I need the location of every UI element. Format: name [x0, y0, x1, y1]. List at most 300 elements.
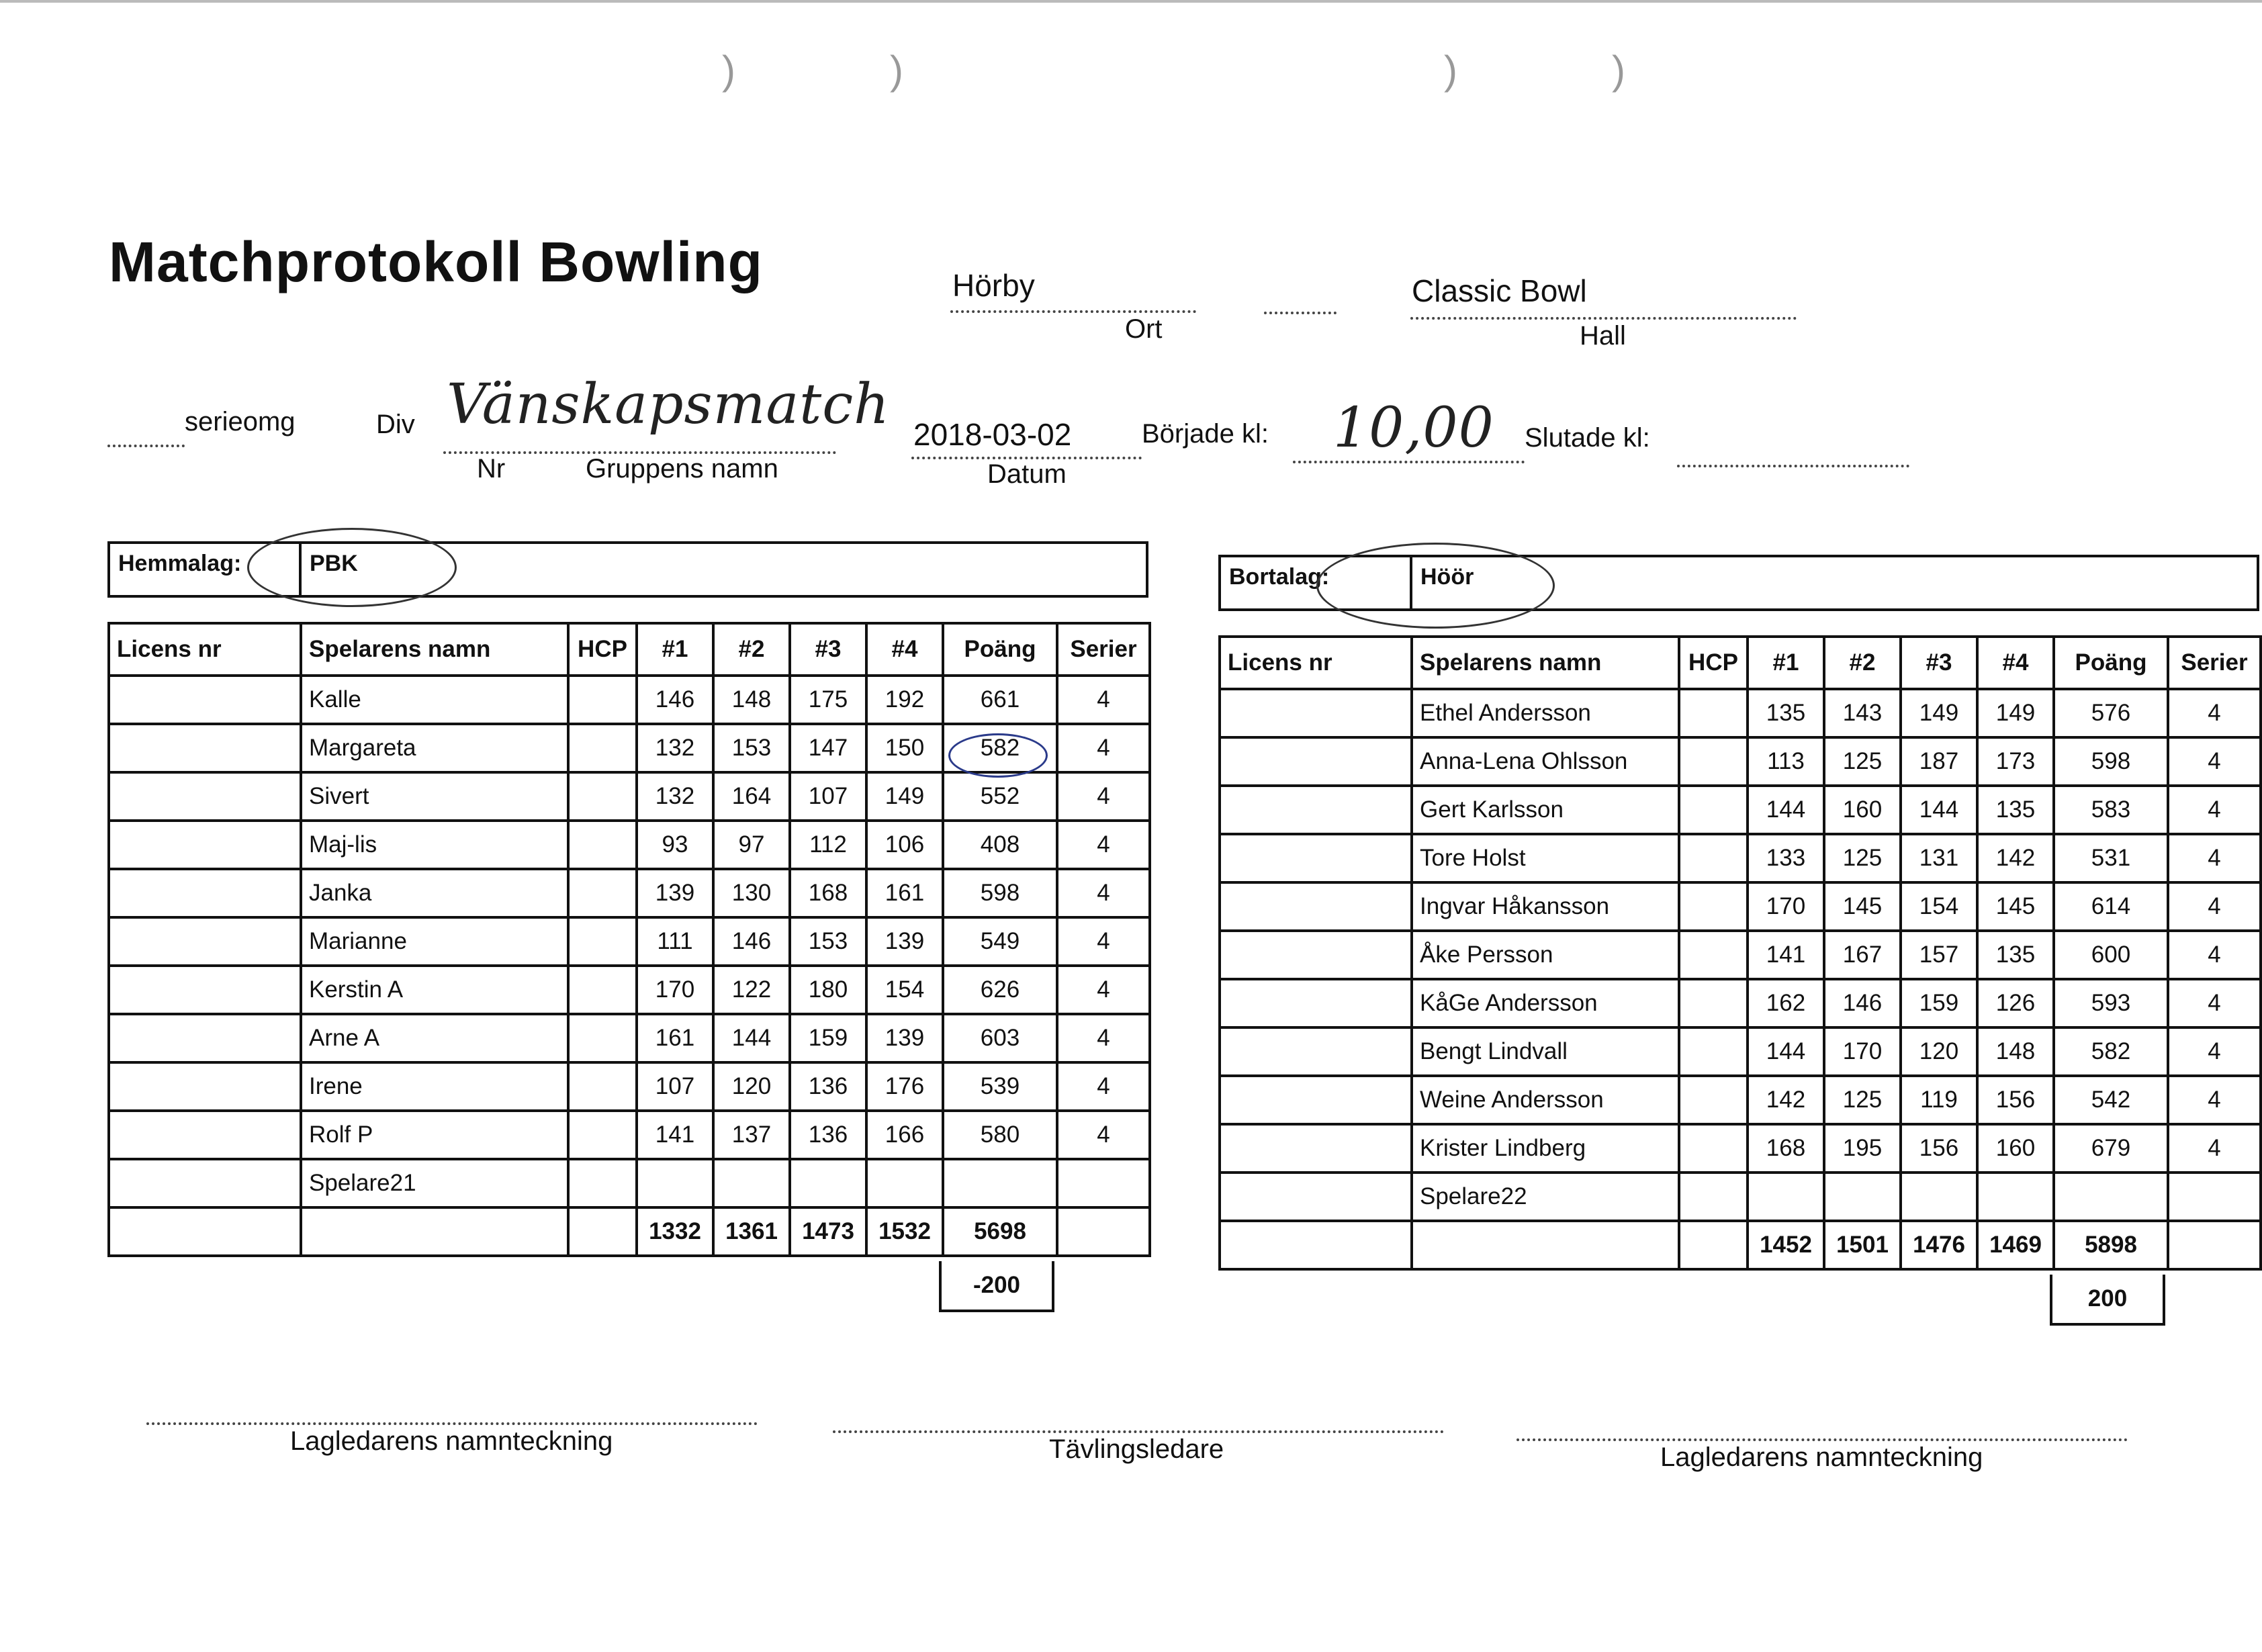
game3-score[interactable] — [1901, 1173, 1977, 1221]
away-total-points: 5898 — [2054, 1221, 2168, 1269]
scan-mark: ) — [890, 48, 903, 93]
hcp-cell[interactable] — [568, 1062, 637, 1111]
game4-score[interactable]: 145 — [1977, 882, 2054, 931]
slutade-label: Slutade kl: — [1525, 423, 1650, 453]
home-adjustment: -200 — [939, 1261, 1054, 1312]
col-game1: #1 — [637, 623, 713, 676]
away-player-row — [1220, 1076, 2261, 1124]
away-player-row — [1220, 1124, 2261, 1173]
col-game2: #2 — [713, 623, 790, 676]
away-player-row — [1220, 979, 2261, 1027]
series-cell[interactable]: 4 — [1057, 1014, 1150, 1062]
game2-score[interactable] — [713, 1159, 790, 1207]
licens-cell[interactable] — [109, 821, 301, 869]
game2-score[interactable]: 146 — [1824, 979, 1901, 1027]
player-name[interactable]: Weine Andersson — [1412, 1076, 1679, 1124]
game1-score[interactable]: 133 — [1748, 834, 1824, 882]
points-cell[interactable] — [2054, 1173, 2168, 1221]
game3-score[interactable]: 119 — [1901, 1076, 1977, 1124]
col-serier: Serier — [2168, 637, 2261, 689]
series-cell[interactable]: 4 — [2168, 931, 2261, 979]
gruppens-namn-value[interactable]: Vänskapsmatch — [447, 373, 890, 437]
points-cell[interactable]: 593 — [2054, 979, 2168, 1027]
away-player-row — [1220, 737, 2261, 786]
home-player-row — [109, 676, 1150, 724]
points-cell[interactable]: 603 — [943, 1014, 1057, 1062]
col-serier: Serier — [1057, 623, 1150, 676]
hcp-cell[interactable] — [568, 869, 637, 917]
game3-score[interactable]: 153 — [790, 917, 866, 966]
points-cell[interactable]: 598 — [2054, 737, 2168, 786]
col-spelarens-namn: Spelarens namn — [1412, 637, 1679, 689]
licens-cell[interactable] — [109, 966, 301, 1014]
series-cell[interactable]: 4 — [2168, 737, 2261, 786]
away-team-label: Bortalag: — [1221, 557, 1412, 608]
points-cell[interactable]: 583 — [2054, 786, 2168, 834]
game3-score[interactable]: 149 — [1901, 689, 1977, 737]
game4-score[interactable]: 161 — [866, 869, 943, 917]
game4-score[interactable]: 192 — [866, 676, 943, 724]
borjade-value[interactable]: 10,00 — [1333, 396, 1494, 460]
points-cell[interactable]: 542 — [2054, 1076, 2168, 1124]
licens-cell[interactable] — [1220, 931, 1412, 979]
signature-line-away — [1517, 1438, 2128, 1441]
licens-cell[interactable] — [109, 724, 301, 772]
points-cell[interactable]: 539 — [943, 1062, 1057, 1111]
game4-score[interactable]: 154 — [866, 966, 943, 1014]
game1-score[interactable]: 168 — [1748, 1124, 1824, 1173]
game1-score[interactable]: 142 — [1748, 1076, 1824, 1124]
game2-score[interactable]: 170 — [1824, 1027, 1901, 1076]
hcp-cell[interactable] — [1679, 1076, 1748, 1124]
home-team-label: Hemmalag: — [110, 544, 302, 595]
game4-score[interactable]: 139 — [866, 1014, 943, 1062]
game4-score[interactable]: 173 — [1977, 737, 2054, 786]
player-name[interactable]: Kerstin A — [301, 966, 568, 1014]
licens-cell[interactable] — [109, 1014, 301, 1062]
signature-line-home — [146, 1422, 758, 1425]
hcp-cell[interactable] — [568, 1159, 637, 1207]
licens-cell[interactable] — [1220, 1076, 1412, 1124]
away-player-row — [1220, 931, 2261, 979]
gruppens-namn-label: Gruppens namn — [586, 454, 778, 484]
serieomg-line — [107, 445, 185, 447]
away-header-row — [1220, 637, 2261, 689]
series-cell[interactable]: 4 — [2168, 1076, 2261, 1124]
game1-score[interactable]: 132 — [637, 724, 713, 772]
points-cell[interactable]: 661 — [943, 676, 1057, 724]
licens-cell[interactable] — [1220, 834, 1412, 882]
away-player-row — [1220, 834, 2261, 882]
points-cell[interactable] — [943, 1159, 1057, 1207]
game4-score[interactable]: 142 — [1977, 834, 2054, 882]
player-name[interactable]: Kalle — [301, 676, 568, 724]
game3-score[interactable] — [790, 1159, 866, 1207]
hcp-cell[interactable] — [1679, 786, 1748, 834]
licens-cell[interactable] — [1220, 737, 1412, 786]
totals-name-cell — [1412, 1221, 1679, 1269]
col-hcp: HCP — [568, 623, 637, 676]
licens-cell[interactable] — [109, 1062, 301, 1111]
game4-score[interactable]: 149 — [1977, 689, 2054, 737]
game3-score[interactable]: 154 — [1901, 882, 1977, 931]
game2-score[interactable]: 97 — [713, 821, 790, 869]
away-total-game2: 1501 — [1824, 1221, 1901, 1269]
col-game1: #1 — [1748, 637, 1824, 689]
game3-score[interactable]: 187 — [1901, 737, 1977, 786]
points-cell[interactable]: 552 — [943, 772, 1057, 821]
game4-score[interactable]: 106 — [866, 821, 943, 869]
home-total-game4: 1532 — [866, 1207, 943, 1256]
game1-score[interactable]: 107 — [637, 1062, 713, 1111]
game3-score[interactable]: 156 — [1901, 1124, 1977, 1173]
slutade-line — [1677, 465, 1909, 467]
home-header-row — [109, 623, 1150, 676]
home-total-game3: 1473 — [790, 1207, 866, 1256]
col-game3: #3 — [790, 623, 866, 676]
series-cell[interactable]: 4 — [1057, 869, 1150, 917]
player-name[interactable]: Ingvar Håkansson — [1412, 882, 1679, 931]
licens-cell[interactable] — [109, 1111, 301, 1159]
game2-score[interactable]: 143 — [1824, 689, 1901, 737]
game1-score[interactable]: 139 — [637, 869, 713, 917]
player-name[interactable]: Margareta — [301, 724, 568, 772]
series-cell[interactable] — [2168, 1173, 2261, 1221]
hcp-cell[interactable] — [1679, 1124, 1748, 1173]
div-label: Div — [376, 410, 415, 439]
away-player-row — [1220, 786, 2261, 834]
borjade-label: Började kl: — [1142, 419, 1269, 449]
home-total-series — [1057, 1207, 1150, 1256]
series-cell[interactable]: 4 — [1057, 676, 1150, 724]
game4-score[interactable]: 166 — [866, 1111, 943, 1159]
hcp-cell[interactable] — [1679, 1027, 1748, 1076]
game1-score[interactable]: 132 — [637, 772, 713, 821]
blank-line — [1264, 312, 1337, 314]
points-cell[interactable]: 598 — [943, 869, 1057, 917]
game3-score[interactable]: 136 — [790, 1111, 866, 1159]
points-cell[interactable]: 582 — [2054, 1027, 2168, 1076]
col-game3: #3 — [1901, 637, 1977, 689]
player-name[interactable]: Irene — [301, 1062, 568, 1111]
margareta-points-circle — [948, 733, 1048, 778]
licens-cell[interactable] — [1220, 786, 1412, 834]
player-name[interactable]: Anna-Lena Ohlsson — [1412, 737, 1679, 786]
licens-cell[interactable] — [109, 676, 301, 724]
game1-score[interactable]: 135 — [1748, 689, 1824, 737]
game3-score[interactable]: 107 — [790, 772, 866, 821]
game2-score[interactable]: 144 — [713, 1014, 790, 1062]
series-cell[interactable]: 4 — [1057, 724, 1150, 772]
ort-value[interactable]: Hörby — [952, 268, 1035, 303]
home-total-game2: 1361 — [713, 1207, 790, 1256]
away-total-game1: 1452 — [1748, 1221, 1824, 1269]
home-team-name[interactable]: PBK — [310, 551, 358, 576]
away-player-row — [1220, 689, 2261, 737]
game4-score[interactable] — [1977, 1173, 2054, 1221]
game4-score[interactable]: 148 — [1977, 1027, 2054, 1076]
home-player-row — [109, 1014, 1150, 1062]
series-cell[interactable]: 4 — [1057, 1111, 1150, 1159]
home-totals-row — [109, 1207, 1150, 1256]
away-team-name[interactable]: Höör — [1420, 564, 1474, 590]
game1-score[interactable]: 141 — [1748, 931, 1824, 979]
licens-cell[interactable] — [1220, 1027, 1412, 1076]
home-player-row — [109, 1159, 1150, 1207]
game2-score[interactable]: 125 — [1824, 1076, 1901, 1124]
licens-cell[interactable] — [109, 869, 301, 917]
col-poang: Poäng — [943, 623, 1057, 676]
scan-mark: ) — [1444, 48, 1457, 93]
hcp-cell[interactable] — [568, 724, 637, 772]
home-player-row — [109, 1062, 1150, 1111]
away-player-row — [1220, 882, 2261, 931]
game1-score[interactable]: 170 — [1748, 882, 1824, 931]
home-team-circle — [247, 528, 457, 607]
game1-score[interactable]: 146 — [637, 676, 713, 724]
signature-label-away: Lagledarens namnteckning — [1660, 1442, 1983, 1472]
game1-score[interactable] — [1748, 1173, 1824, 1221]
totals-name-cell — [301, 1207, 568, 1256]
game2-score[interactable]: 195 — [1824, 1124, 1901, 1173]
game1-score[interactable] — [637, 1159, 713, 1207]
col-game4: #4 — [866, 623, 943, 676]
game2-score[interactable]: 125 — [1824, 834, 1901, 882]
player-name[interactable]: Marianne — [301, 917, 568, 966]
licens-cell[interactable] — [1220, 1124, 1412, 1173]
player-name[interactable]: Janka — [301, 869, 568, 917]
player-name[interactable]: Sivert — [301, 772, 568, 821]
series-cell[interactable]: 4 — [1057, 966, 1150, 1014]
home-total-points: 5698 — [943, 1207, 1057, 1256]
hcp-cell[interactable] — [1679, 882, 1748, 931]
away-total-game3: 1476 — [1901, 1221, 1977, 1269]
player-name[interactable]: Rolf P — [301, 1111, 568, 1159]
hcp-cell[interactable] — [1679, 834, 1748, 882]
game1-score[interactable]: 144 — [1748, 786, 1824, 834]
series-cell[interactable]: 4 — [2168, 834, 2261, 882]
hcp-cell[interactable] — [568, 772, 637, 821]
series-cell[interactable] — [1057, 1159, 1150, 1207]
hcp-cell[interactable] — [1679, 979, 1748, 1027]
game4-score[interactable]: 176 — [866, 1062, 943, 1111]
game4-score[interactable]: 126 — [1977, 979, 2054, 1027]
points-cell[interactable]: 549 — [943, 917, 1057, 966]
away-total-game4: 1469 — [1977, 1221, 2054, 1269]
game3-score[interactable]: 175 — [790, 676, 866, 724]
points-cell[interactable]: 580 — [943, 1111, 1057, 1159]
game1-score[interactable]: 161 — [637, 1014, 713, 1062]
game1-score[interactable]: 93 — [637, 821, 713, 869]
game4-score[interactable]: 135 — [1977, 786, 2054, 834]
game4-score[interactable]: 149 — [866, 772, 943, 821]
game1-score[interactable]: 111 — [637, 917, 713, 966]
datum-label: Datum — [987, 459, 1067, 489]
col-game4: #4 — [1977, 637, 2054, 689]
col-hcp: HCP — [1679, 637, 1748, 689]
home-player-row — [109, 869, 1150, 917]
game3-score[interactable]: 159 — [790, 1014, 866, 1062]
home-score-table — [107, 622, 1151, 1257]
player-name[interactable]: Tore Holst — [1412, 834, 1679, 882]
datum-value[interactable]: 2018-03-02 — [913, 417, 1072, 452]
home-player-row — [109, 966, 1150, 1014]
game2-score[interactable]: 122 — [713, 966, 790, 1014]
series-cell[interactable]: 4 — [1057, 917, 1150, 966]
hcp-cell[interactable] — [568, 1014, 637, 1062]
points-cell[interactable]: 582 — [943, 724, 1057, 772]
away-adjustment: 200 — [2050, 1275, 2165, 1326]
series-cell[interactable]: 4 — [1057, 1062, 1150, 1111]
game2-score[interactable]: 125 — [1824, 737, 1901, 786]
game2-score[interactable]: 130 — [713, 869, 790, 917]
away-player-row — [1220, 1027, 2261, 1076]
home-player-row — [109, 1111, 1150, 1159]
series-cell[interactable]: 4 — [1057, 821, 1150, 869]
player-name[interactable]: Arne A — [301, 1014, 568, 1062]
series-cell[interactable]: 4 — [2168, 1027, 2261, 1076]
game3-score[interactable]: 136 — [790, 1062, 866, 1111]
game2-score[interactable]: 160 — [1824, 786, 1901, 834]
licens-cell[interactable] — [109, 772, 301, 821]
game3-score[interactable]: 144 — [1901, 786, 1977, 834]
game2-score[interactable]: 153 — [713, 724, 790, 772]
col-game2: #2 — [1824, 637, 1901, 689]
hcp-cell[interactable] — [568, 966, 637, 1014]
document-title: Matchprotokoll Bowling — [109, 230, 763, 293]
serieomg-label: serieomg — [185, 407, 296, 437]
licens-cell[interactable] — [109, 917, 301, 966]
away-total-series — [2168, 1221, 2261, 1269]
game4-score[interactable]: 160 — [1977, 1124, 2054, 1173]
scan-mark: ) — [1612, 48, 1625, 93]
player-name[interactable]: Krister Lindberg — [1412, 1124, 1679, 1173]
totals-hcp-cell — [1679, 1221, 1748, 1269]
col-licens: Licens nr — [109, 623, 301, 676]
signature-line-referee — [833, 1430, 1444, 1433]
game3-score[interactable]: 157 — [1901, 931, 1977, 979]
hcp-cell[interactable] — [1679, 931, 1748, 979]
points-cell[interactable]: 614 — [2054, 882, 2168, 931]
away-totals-row — [1220, 1221, 2261, 1269]
game4-score[interactable]: 156 — [1977, 1076, 2054, 1124]
game4-score[interactable]: 139 — [866, 917, 943, 966]
game3-score[interactable]: 180 — [790, 966, 866, 1014]
series-cell[interactable]: 4 — [2168, 882, 2261, 931]
series-cell[interactable]: 4 — [2168, 979, 2261, 1027]
player-name[interactable]: Bengt Lindvall — [1412, 1027, 1679, 1076]
nr-label: Nr — [477, 454, 506, 484]
away-player-row — [1220, 1173, 2261, 1221]
hcp-cell[interactable] — [1679, 737, 1748, 786]
game3-score[interactable]: 131 — [1901, 834, 1977, 882]
game1-score[interactable]: 113 — [1748, 737, 1824, 786]
hall-label: Hall — [1580, 321, 1626, 351]
home-player-row — [109, 772, 1150, 821]
col-spelarens-namn: Spelarens namn — [301, 623, 568, 676]
ort-label: Ort — [1125, 314, 1163, 344]
hcp-cell[interactable] — [568, 676, 637, 724]
player-name[interactable]: Spelare21 — [301, 1159, 568, 1207]
game3-score[interactable]: 112 — [790, 821, 866, 869]
game1-score[interactable]: 162 — [1748, 979, 1824, 1027]
signature-label-home: Lagledarens namnteckning — [290, 1426, 613, 1456]
game2-score[interactable]: 146 — [713, 917, 790, 966]
game3-score[interactable]: 120 — [1901, 1027, 1977, 1076]
hcp-cell[interactable] — [1679, 1173, 1748, 1221]
hcp-cell[interactable] — [568, 917, 637, 966]
licens-cell[interactable] — [109, 1159, 301, 1207]
points-cell[interactable]: 576 — [2054, 689, 2168, 737]
home-player-row — [109, 821, 1150, 869]
points-cell[interactable]: 531 — [2054, 834, 2168, 882]
player-name[interactable]: Ethel Andersson — [1412, 689, 1679, 737]
game4-score[interactable]: 135 — [1977, 931, 2054, 979]
series-cell[interactable]: 4 — [2168, 1124, 2261, 1173]
player-name[interactable]: Åke Persson — [1412, 931, 1679, 979]
game2-score[interactable] — [1824, 1173, 1901, 1221]
game4-score[interactable] — [866, 1159, 943, 1207]
game2-score[interactable]: 167 — [1824, 931, 1901, 979]
licens-cell[interactable] — [1220, 882, 1412, 931]
player-name[interactable]: Spelare22 — [1412, 1173, 1679, 1221]
borjade-line — [1293, 461, 1525, 463]
hall-line — [1410, 317, 1797, 320]
player-name[interactable]: Gert Karlsson — [1412, 786, 1679, 834]
game3-score[interactable]: 168 — [790, 869, 866, 917]
away-team-circle — [1316, 543, 1555, 629]
game2-score[interactable]: 120 — [713, 1062, 790, 1111]
hcp-cell[interactable] — [568, 1111, 637, 1159]
totals-licens-cell — [109, 1207, 301, 1256]
game4-score[interactable]: 150 — [866, 724, 943, 772]
game2-score[interactable]: 145 — [1824, 882, 1901, 931]
series-cell[interactable]: 4 — [2168, 786, 2261, 834]
col-poang: Poäng — [2054, 637, 2168, 689]
ort-line — [950, 310, 1196, 313]
points-cell[interactable]: 679 — [2054, 1124, 2168, 1173]
game2-score[interactable]: 164 — [713, 772, 790, 821]
totals-licens-cell — [1220, 1221, 1412, 1269]
hcp-cell[interactable] — [568, 821, 637, 869]
game2-score[interactable]: 137 — [713, 1111, 790, 1159]
points-cell[interactable]: 408 — [943, 821, 1057, 869]
licens-cell[interactable] — [1220, 979, 1412, 1027]
series-cell[interactable]: 4 — [1057, 772, 1150, 821]
series-cell[interactable]: 4 — [2168, 689, 2261, 737]
game1-score[interactable]: 170 — [637, 966, 713, 1014]
licens-cell[interactable] — [1220, 1173, 1412, 1221]
player-name[interactable]: Maj-lis — [301, 821, 568, 869]
points-cell[interactable]: 600 — [2054, 931, 2168, 979]
col-licens: Licens nr — [1220, 637, 1412, 689]
totals-hcp-cell — [568, 1207, 637, 1256]
scan-mark: ) — [722, 48, 735, 93]
game3-score[interactable]: 159 — [1901, 979, 1977, 1027]
player-name[interactable]: KåGe Andersson — [1412, 979, 1679, 1027]
hall-value[interactable]: Classic Bowl — [1412, 273, 1587, 308]
scan-edge — [0, 0, 2262, 3]
game1-score[interactable]: 141 — [637, 1111, 713, 1159]
game3-score[interactable]: 147 — [790, 724, 866, 772]
signature-label-referee: Tävlingsledare — [1049, 1434, 1224, 1464]
hcp-cell[interactable] — [1679, 689, 1748, 737]
home-total-game1: 1332 — [637, 1207, 713, 1256]
licens-cell[interactable] — [1220, 689, 1412, 737]
points-cell[interactable]: 626 — [943, 966, 1057, 1014]
game1-score[interactable]: 144 — [1748, 1027, 1824, 1076]
game2-score[interactable]: 148 — [713, 676, 790, 724]
